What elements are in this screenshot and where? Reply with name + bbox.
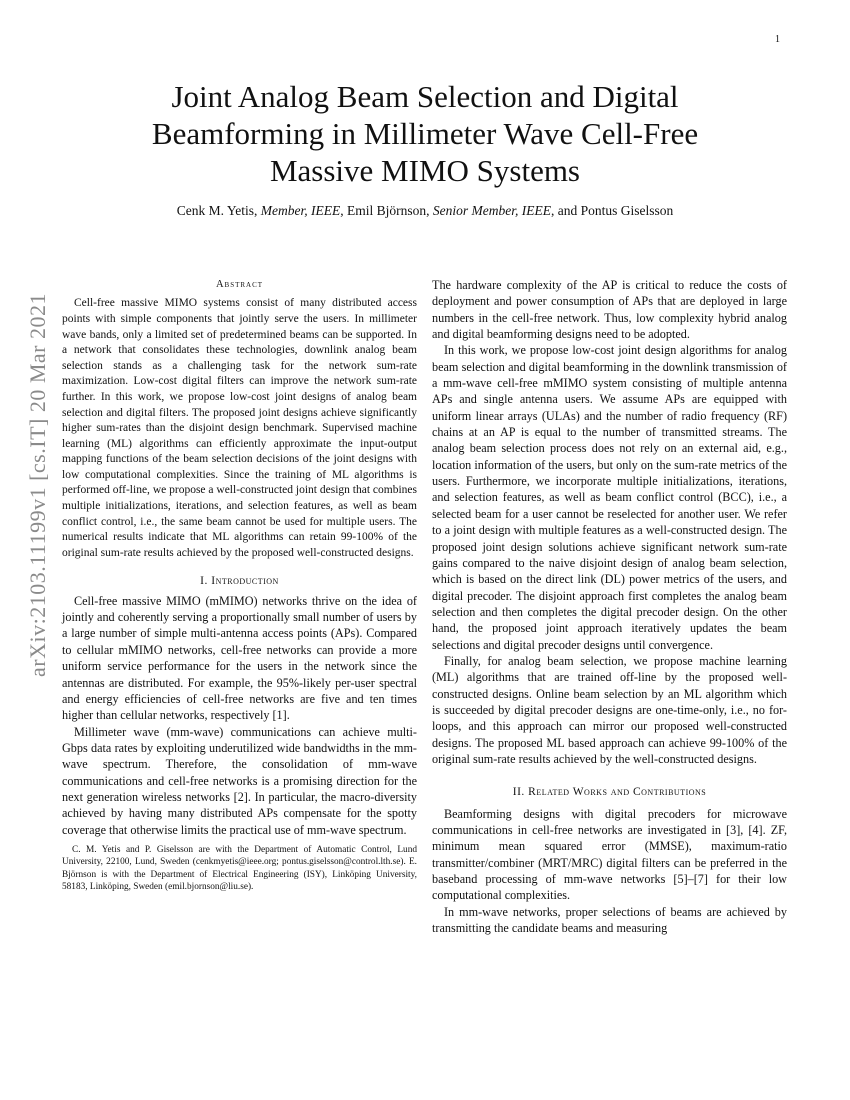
paper-title: Joint Analog Beam Selection and Digital Beamforming in Millimeter Wave Cell-Free Massive MIMO Systems (151, 79, 699, 188)
author-2-role: Senior Member, IEEE (432, 203, 551, 218)
intro-paragraph-2: Millimeter wave (mm-wave) communications can achieve multi-Gbps data rates by exploiting underutilized wide bandwidths in the mm-wave spectrum. Therefore, the consolidation of mm-wave communications and cell-free networks is a promising direction for the next generation wireless networks [2]. In particular, the macro-diversity achieved by having many distributed APs compensate for the spotty coverage that otherwise limits the practical use of mm-wave spectrum. (62, 724, 417, 837)
right-column (432, 277, 787, 936)
arxiv-stamp (24, 293, 52, 677)
intro-heading: I. Introduction (200, 575, 279, 588)
intro-paragraph-4: In this work, we propose low-cost joint design algorithms for analog beam selection and digital beamforming in the downlink transmission of a mm-wave cell-free mMIMO system consisting of multiple antenna APs and single antenna users. We assume APs are equipped with uniform linear arrays (ULAs) and the number of radio frequency (RF) chains at an AP is equal to the number of transmitted streams. The analog beam selection process does not rely on an external aid, e.g., location information of the users, but only on the sum-rate metrics of the users. Furthermore, we incorporate multiple initializations, iterations, and selection features, as well as beam conflict control (BCC), i.e., a selected beam for a user cannot be reselected for another user. We refer to a joint design with multiple features as a well-constructed design. The proposed joint design solutions achieve significant network sum-rate gains compared to the naive disjoint design of analog beam selection, which is based on the direct link (DL) power metrics of the users, and digital precoder. The disjoint approach first completes the analog beam selection and then completes the digital precoder design. On the other hand, the proposed joint approach iteratively updates the beam selections and digital precoder designs until convergence. (432, 343, 787, 652)
author-2-name: , Emil Björnson, (340, 203, 433, 218)
footnote-text: C. M. Yetis and P. Giselsson are with the Department of Automatic Control, Lund University, 22100, Lund, Sweden (cenkmyetis@ieee.org; pontus.giselsson@control.lth.se). E. Björnson is with the Department of Electrical Engineering (ISY), Linköping University, 58183, Linköping, Sweden (emil.bjornson@liu.se). (62, 844, 417, 893)
author-1-role: Member, IEEE (260, 203, 341, 218)
author-1-name: Cenk M. Yetis, (176, 203, 261, 218)
related-paragraph-2: In mm-wave networks, proper selections of beams are achieved by transmitting the candidate beams and measuring (432, 904, 787, 936)
left-column (62, 277, 417, 894)
intro-paragraph-1: Cell-free massive MIMO (mMIMO) networks thrive on the idea of jointly and coherently serving a proportionally small number of users by a large number of simple multi-antenna access points (APs). Compared to cellular mMIMO networks, cell-free networks can provide a more uniform service performance for the users in the network since the antennas are distributed. For example, the 95%-likely per-user spectral and energy efficiencies of cell-free networks are five and ten times higher than cellular networks, respectively [1]. (62, 593, 417, 723)
page-number: 1 (775, 34, 780, 45)
author-footnote (62, 844, 417, 894)
intro-paragraph-5: Finally, for analog beam selection, we propose machine learning (ML) algorithms that are trained off-line by the proposed well-constructed designs. Online beam selection by an ML algorithm which is succeeded by digital precoder designs are one-time-only, i.e., no for-loops, and this approach can mirror our proposed well-constructed designs. The proposed ML based approach can achieve 99-100% of the original sum-rate results achieved by the well-constructed designs. (432, 653, 787, 766)
arxiv-stamp-text: arXiv:2103.11199v1 [cs.IT] 20 Mar 2021 (25, 293, 50, 677)
author-3-name: , and Pontus Giselsson (550, 203, 674, 218)
author-list (60, 203, 790, 219)
abstract-text: Cell-free massive MIMO systems consist of many distributed access points with simple components that jointly serve the users. In millimeter wave bands, only a limited set of predetermined beams can be supported. In a network that consolidates these technologies, downlink analog beam selection stands as a challenging task for the network sum-rate maximization. Low-cost digital filters can improve the network sum-rate further. In this work, we propose low-cost joint designs of analog beam selection and digital filters. The proposed joint designs achieve significantly higher sum-rates than the disjoint design benchmark. Supervised machine learning (ML) algorithms can efficiently approximate the input-output mapping functions of the beam selection decisions of the joint designs with low computational complexities. Since the training of ML algorithms is performed off-line, we propose a well-constructed joint design that combines multiple initializations, iterations, and selection features, as well as beam conflict control, i.e., the same beam cannot be used for multiple users. The numerical results indicate that ML algorithms can retain 99-100% of the original sum-rate results achieved by the proposed well-constructed designs. (62, 297, 417, 559)
related-works-heading: II. Related Works and Contributions (512, 786, 707, 799)
abstract-heading: Abstract (215, 279, 264, 290)
related-paragraph-1: Beamforming designs with digital precoders for microwave communications in cell-free networks are investigated in [3], [4]. ZF, minimum mean squared error (MMSE), maximum-ratio transmitter/combiner (MRT/MRC) digital filters can be preferred in the baseband processing of mm-wave networks [5]–[7] for their low computational complexities. (432, 806, 787, 903)
abstract (62, 277, 417, 561)
intro-paragraph-3: The hardware complexity of the AP is critical to reduce the costs of deployment and power consumption of APs that are deployed in large numbers in the cell-free network. Thus, low complexity hybrid analog and digital beamforming designs need to be adopted. (432, 278, 787, 342)
